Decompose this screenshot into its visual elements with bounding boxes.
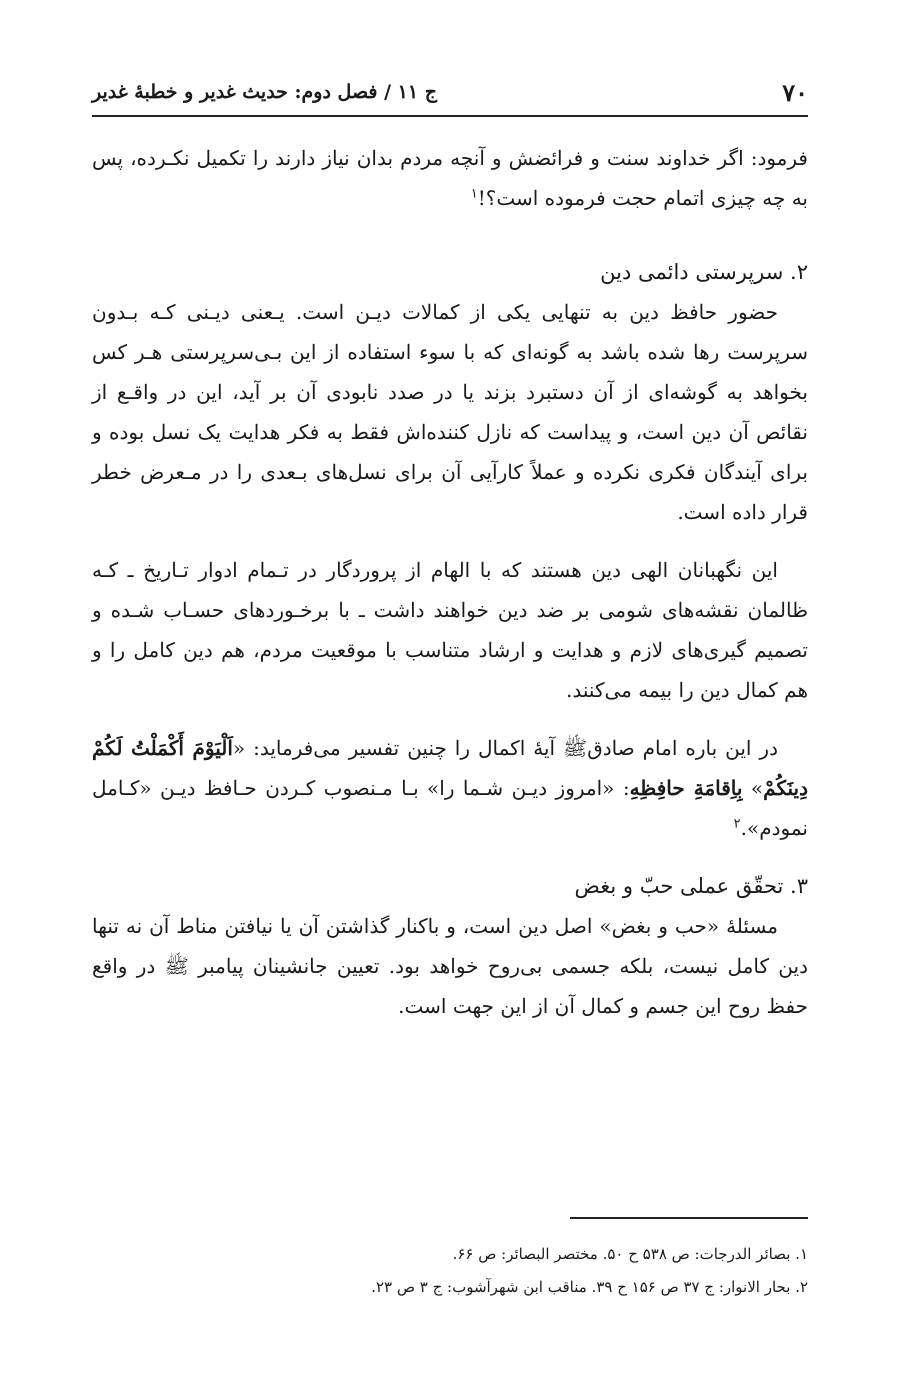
section-2-paragraph-2: این نگهبانان الهی دین هستند که با الهام از پروردگار در تـمام ادوار تـاریخ ـ کـه ظالمان نقشه‌های شومی بر ضد دین خواهند داشت ـ با برخـوردهای حسـاب شـده و تصمیم گیری‌های لازم و هدایت و ارشاد متناسب با موقعیت مردم، هم دین کامل را و هم کمال دین را بیمه می‌کنند. [92, 558, 808, 702]
section-3-paragraph-1: مسئلهٔ «حب و بغض» اصل دین است، و باکنار گذاشتن آن یا نیافتن مناط آن نه تنها دین کامل نیست، بلکه جسمی بی‌روح خواهد بود. تعیین جانشینان پیامبر ﷺ در واقع حفظ روح این جسم و کمال آن از این جهت است. [92, 914, 808, 1018]
para3-text-start: در این باره امام صادق [587, 736, 779, 760]
footnote-1: ۱. بصائر الدرجات: ص ۵۳۸ ح ۵۰. مختصر البصائر: ص ۶۶. [452, 1245, 808, 1263]
para3-text-mid2: » [742, 776, 764, 800]
para3-text-mid: آیهٔ اکمال را چنین تفسیر می‌فرماید: « [232, 736, 564, 760]
footnote-ref-2: ۲ [733, 816, 741, 832]
paragraph-gap [92, 848, 808, 866]
footnote-2: ۲. بحار الانوار: ج ۳۷ ص ۱۵۶ ح ۳۹. مناقب ابن شهرآشوب: ج ۳ ص ۲۳. [371, 1278, 808, 1296]
page-number: ۷۰ [782, 77, 808, 107]
section-2-heading: ۲. سرپرستی دائمی دین [600, 260, 808, 284]
footnotes [92, 1238, 808, 1304]
honorific-symbol: ﷺ [563, 736, 588, 760]
header-divider [92, 115, 808, 117]
paragraph-gap [92, 710, 808, 728]
hadith-quote: بِاِقامَةِ حافِظِهِ [629, 776, 743, 800]
page-header [92, 72, 808, 112]
intro-text: فرمود: اگر خداوند سنت و فرائضش و آنچه مردم بدان نیاز دارند را تکمیل نکـرده، پس به چه چیزی اتمام حجت فرموده است؟! [92, 146, 808, 210]
section-2-paragraph-3 [92, 728, 808, 848]
footnote-ref-1: ۱ [470, 186, 478, 202]
footnote-divider [570, 1217, 808, 1219]
section-3-heading: ۳. تحقّق عملی حبّ و بغض [574, 874, 808, 898]
running-title: ج ۱۱ / فصل دوم: حدیث غدیر و خطبهٔ غدیر [92, 81, 437, 103]
intro-paragraph [92, 138, 808, 218]
quran-quote: اَلْیَوْمَ أَکْمَلْتُ لَکُمْ دِینَکُمْ [92, 736, 809, 800]
para3-text-end: : «امروز دیـن شـما را» بـا مـنصوب کـردن حـافظ دیـن «کـامل نمودم». [92, 776, 808, 840]
paragraph-gap [92, 532, 808, 550]
section-2-paragraph-1: حضور حافظ دین به تنهایی یکی از کمالات دیـن است. یـعنی دیـنی کـه بـدون سرپرست رها شده باشد به گونه‌ای که با سوء استفاده از این بـی‌سرپرستی هـر کس بخواهد به گوشه‌ای از آن دستبرد بزند یا در صدد نابودی آن بر آید، این در واقـع از نقائص آن دین است، و پیداست که نازل کننده‌اش فقط به فکر هدایت یک نسل بوده و برای آیندگان فکری نکرده و عملاً کارآیی آن برای نسل‌های بـعدی را در مـعرض خطر قرار داده است. [92, 300, 808, 524]
main-text [92, 138, 808, 1026]
